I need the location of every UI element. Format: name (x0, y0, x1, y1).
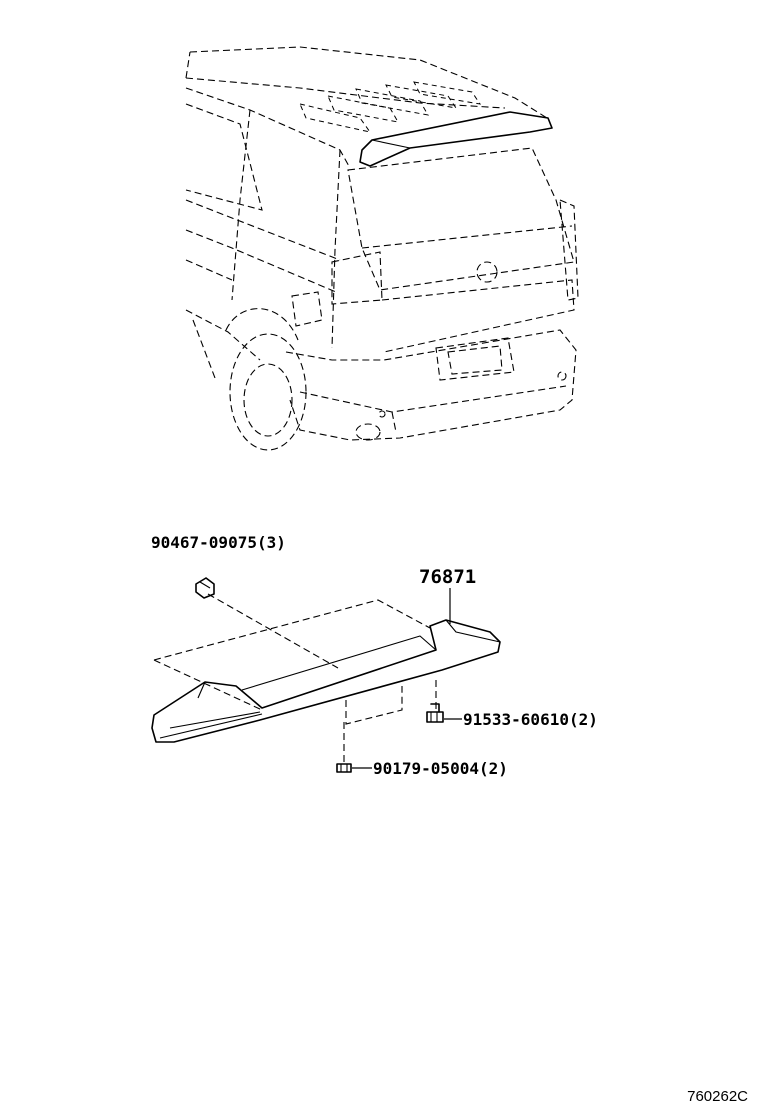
vehicle-illustration (186, 47, 578, 450)
part-label-bolt: 91533-60610(2) (463, 710, 598, 729)
illustration-id: 760262C (687, 1088, 748, 1105)
part-label-spoiler: 76871 (419, 566, 477, 588)
nut-icon (337, 764, 351, 772)
bolt-icon (427, 704, 443, 722)
part-label-clip: 90467-09075(3) (151, 533, 286, 552)
clip-icon (196, 578, 214, 598)
spoiler-illustration (152, 594, 500, 762)
part-label-nut: 90179-05004(2) (373, 759, 508, 778)
